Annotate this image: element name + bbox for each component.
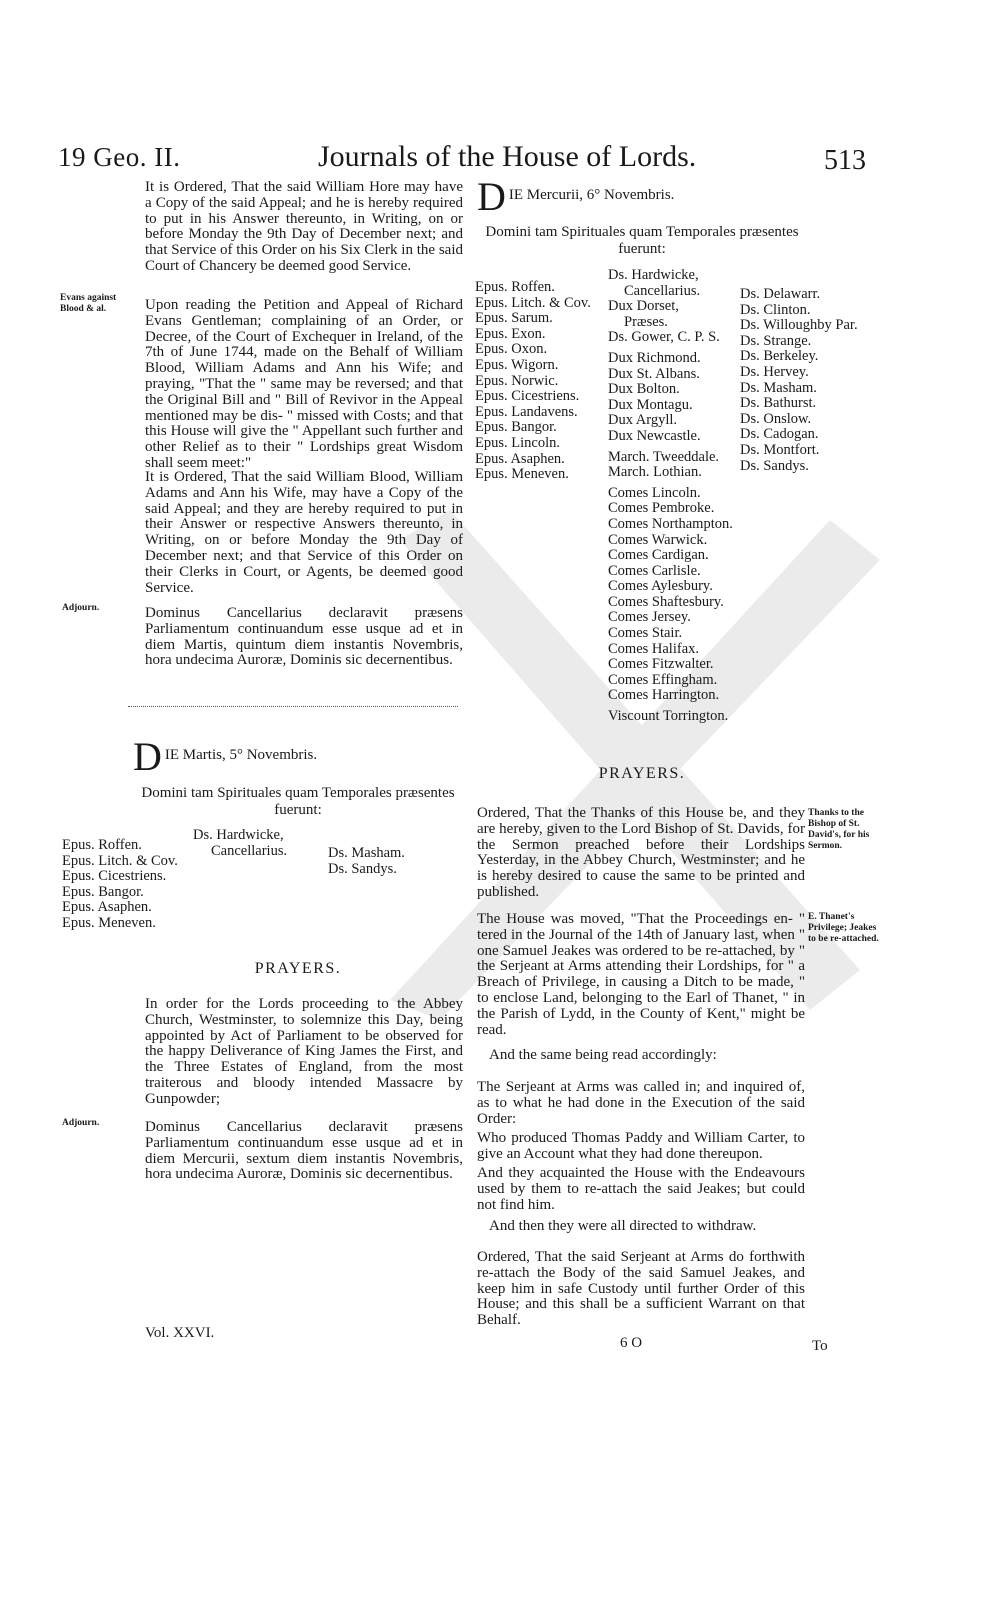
header-title: Journals of the House of Lords. [318, 140, 697, 173]
list-item: Dux Bolton. [608, 381, 680, 398]
page-number: 513 [824, 145, 866, 176]
list-item: Epus. Lincoln. [475, 434, 560, 451]
section-divider [128, 706, 458, 707]
list-item: Epus. Sarum. [475, 310, 553, 327]
chancellor-martis [193, 828, 287, 859]
list-item: Ds. Masham. [328, 845, 405, 861]
list-item: Ds. Clinton. [740, 301, 811, 318]
list-item: Comes Stair. [608, 625, 683, 642]
list-item: Ds. Willoughby Par. [740, 317, 858, 334]
signature-mark: 6 O [620, 1335, 643, 1351]
witnesses-produced: Who produced Thomas Paddy and William Carter, to give an Account what they had done thereupon. [477, 1130, 805, 1162]
list-item: Præses. [624, 313, 668, 330]
list-item: Ds. Hardwicke, [193, 827, 284, 843]
list-item: Epus. Litch. & Cov. [62, 852, 178, 869]
adjournment-2: Dominus Cancellarius declaravit præsens Parliamentum continuandum esse usque ad et in diem Mercurii, sextum diem instantis Novembris, hora undecima Auroræ, Dominis sic decernentibus. [145, 1119, 463, 1183]
list-item: Epus. Landavens. [475, 403, 578, 420]
list-item: Epus. Bangor. [475, 419, 557, 436]
margin-note-adjourn-1: Adjourn. [62, 603, 100, 613]
list-item: Epus. Cicestriens. [62, 868, 167, 885]
list-item: Epus. Norwic. [475, 372, 559, 389]
list-item: Comes Jersey. [608, 609, 691, 626]
abbey-church-order: In order for the Lords proceeding to the Abbey Church, Westminster, to solemnize this Day, being appointed by Act of Parliament to be observed for the happy Deliverance of King James the First, and the Three Estates of England, from the most traiterous and bloody intended Massacre by Gunpowder; [145, 996, 463, 1107]
withdraw-note: And then they were all directed to withdraw. [489, 1218, 757, 1234]
list-item: Comes Halifax. [608, 640, 700, 657]
margin-note-thanet: E. Thanet's Privilege; Jeakes to be re-attached. [808, 912, 879, 944]
list-item: Comes Carlisle. [608, 562, 701, 579]
list-item: Comes Warwick. [608, 531, 708, 548]
catchword: To [812, 1338, 828, 1354]
list-item: Ds. Cadogan. [740, 426, 819, 443]
list-item: March. Lothian. [608, 464, 702, 481]
drop-cap: D [133, 734, 162, 779]
list-item: Dux Argyll. [608, 412, 678, 429]
list-item: Epus. Roffen. [475, 279, 555, 295]
adjournment-1: Dominus Cancellarius declaravit præsens Parliamentum continuandum esse usque ad et in diem Martis, quintum diem instantis Novembris, hora undecima Auroræ, Dominis sic decernentibus. [145, 605, 463, 669]
list-item: Cancellarius. [211, 842, 288, 859]
thanks-order: Ordered, That the Thanks of this House be, and they are hereby, given to the Lord Bishop of St. Davids, for the Sermon preached before their Lordships Yesterday, in the Abbey Church, Westminster; and he is hereby desired to cause the same to be printed and published. [477, 805, 805, 900]
lords-list-martis [328, 846, 405, 877]
prayers-heading-left: PRAYERS. [254, 960, 342, 977]
list-item: Ds. Sandys. [740, 457, 809, 474]
list-item: Ds. Montfort. [740, 441, 820, 458]
list-item: Ds. Sandys. [328, 860, 397, 877]
list-item: Comes Effingham. [608, 671, 718, 688]
list-item: Epus. Wigorn. [475, 356, 559, 373]
list-item: Epus. Roffen. [62, 837, 142, 853]
margin-note-adjourn-2: Adjourn. [62, 1118, 100, 1128]
motion-jeakes: The House was moved, "That the Proceedings en- " tered in the Journal of the 14th of January last, when " one Samuel Jeakes was ordered to be re-attached, by " the Serjeant at Arms attending their Lordships, for " a Breach of Privilege, in causing a Ditch to be made, " to enclose Land, belonging to the Earl of Thanet, " in the Parish of Lydd, in the County of Kent," might be read. [477, 911, 805, 1038]
serjeant-called: The Serjeant at Arms was called in; and inquired of, as to what he had done in the Execution of the said Order: [477, 1079, 805, 1127]
list-item: Epus. Asaphen. [475, 450, 565, 467]
present-heading-mercurii: Domini tam Spirituales quam Temporales præsentes fuerunt: [485, 224, 799, 257]
list-item: Dux Montagu. [608, 396, 693, 413]
day-heading-martis: D IE Martis, 5° Novembris. [133, 734, 318, 779]
list-item: Dux Newcastle. [608, 427, 701, 444]
list-item: Comes Pembroke. [608, 500, 715, 517]
list-item: Dux Richmond. [608, 349, 701, 366]
list-item: Dux St. Albans. [608, 365, 700, 382]
list-item: Comes Fitzwalter. [608, 656, 714, 673]
list-item: Comes Aylesbury. [608, 578, 713, 595]
list-item: Epus. Meneven. [62, 914, 156, 931]
list-item: Ds. Strange. [740, 332, 812, 349]
list-item: Epus. Litch. & Cov. [475, 294, 591, 311]
bishops-list-martis [62, 838, 178, 932]
list-item: Comes Lincoln. [608, 484, 701, 501]
margin-note-evans: Evans against Blood & al. [60, 293, 117, 314]
prayers-heading-right: PRAYERS. [598, 765, 686, 782]
present-heading-martis: Domini tam Spirituales quam Temporales præsentes fuerunt: [141, 785, 455, 818]
order-hore-copy: It is Ordered, That the said William Hore may have a Copy of the said Appeal; and he is hereby required to put in his Answer thereunto, in Writing, on or before Monday the 9th Day of December next; and that Service of this Order on his Six Clerk in the said Court of Chancery be deemed good Service. [145, 179, 463, 274]
peers-list-mercurii [608, 268, 733, 725]
list-item: Dux Dorset, [608, 298, 679, 315]
re-attach-order: Ordered, That the said Serjeant at Arms do forthwith re-attach the Body of the said Samuel Jeakes, and keep him in safe Custody until further Order of this House; and this shall be a sufficient Warrant on that Behalf. [477, 1249, 805, 1329]
day-heading-mercurii: D IE Mercurii, 6° Novembris. [477, 174, 675, 219]
list-item: Comes Harrington. [608, 687, 720, 704]
list-item: Ds. Hervey. [740, 363, 809, 380]
list-item: Ds. Hardwicke, [608, 267, 699, 283]
list-item: Ds. Delawarr. [740, 286, 821, 302]
list-item: Epus. Meneven. [475, 466, 569, 483]
list-item: Ds. Gower, C. P. S. [608, 329, 720, 346]
list-item: Comes Shaftesbury. [608, 593, 724, 610]
list-item: Epus. Asaphen. [62, 899, 152, 916]
bishops-list-mercurii [475, 280, 591, 483]
order-blood-copy: It is Ordered, That the said William Blood, William Adams and Ann his Wife, may have a Copy of the said Appeal; and they are hereby required to put in their Answer or respective Answers thereunto, in Writing, on or before Monday the 9th Day of December next; and that Service of this Order on their Clerks in Court, or Agents, be deemed good Service. [145, 469, 463, 596]
list-item: Epus. Cicestriens. [475, 388, 580, 405]
list-item: Epus. Oxon. [475, 341, 548, 358]
list-item: Comes Northampton. [608, 515, 733, 532]
endeavours-account: And they acquainted the House with the Endeavours used by them to re-attach the said Jeakes; but could not find him. [477, 1165, 805, 1213]
margin-note-thanks: Thanks to the Bishop of St. David's, for his Sermon. [808, 808, 870, 851]
list-item: Viscount Torrington. [608, 708, 729, 725]
list-item: Ds. Berkeley. [740, 348, 819, 365]
list-item: Ds. Masham. [740, 379, 817, 396]
list-item: Cancellarius. [624, 282, 701, 299]
header-regnal-year: 19 Geo. II. [58, 142, 181, 172]
petition-evans: Upon reading the Petition and Appeal of Richard Evans Gentleman; complaining of an Order, or Decree, of the Court of Exchequer in Ireland, of the 7th of June 1744, made on the Behalf of William Blood, William Adams and Ann his Wife; and praying, "That the " same may be reversed; and that the Original Bill and " Bill of Revivor in the Appeal mentioned may be dis- " missed with Costs; and that this House will give the " Appellant such further and other Relief as to their " Lordships great Wisdom shall seem meet:" [145, 297, 463, 471]
drop-cap: D [477, 174, 506, 219]
reading-note: And the same being read accordingly: [489, 1047, 717, 1063]
list-item: Ds. Bathurst. [740, 395, 817, 412]
list-item: Ds. Onslow. [740, 410, 812, 427]
list-item: Epus. Exon. [475, 325, 546, 342]
list-item: Comes Cardigan. [608, 547, 709, 564]
list-item: Epus. Bangor. [62, 883, 144, 900]
list-item: March. Tweeddale. [608, 448, 720, 465]
barons-list-mercurii [740, 287, 858, 474]
volume-footer: Vol. XXVI. [145, 1325, 215, 1341]
